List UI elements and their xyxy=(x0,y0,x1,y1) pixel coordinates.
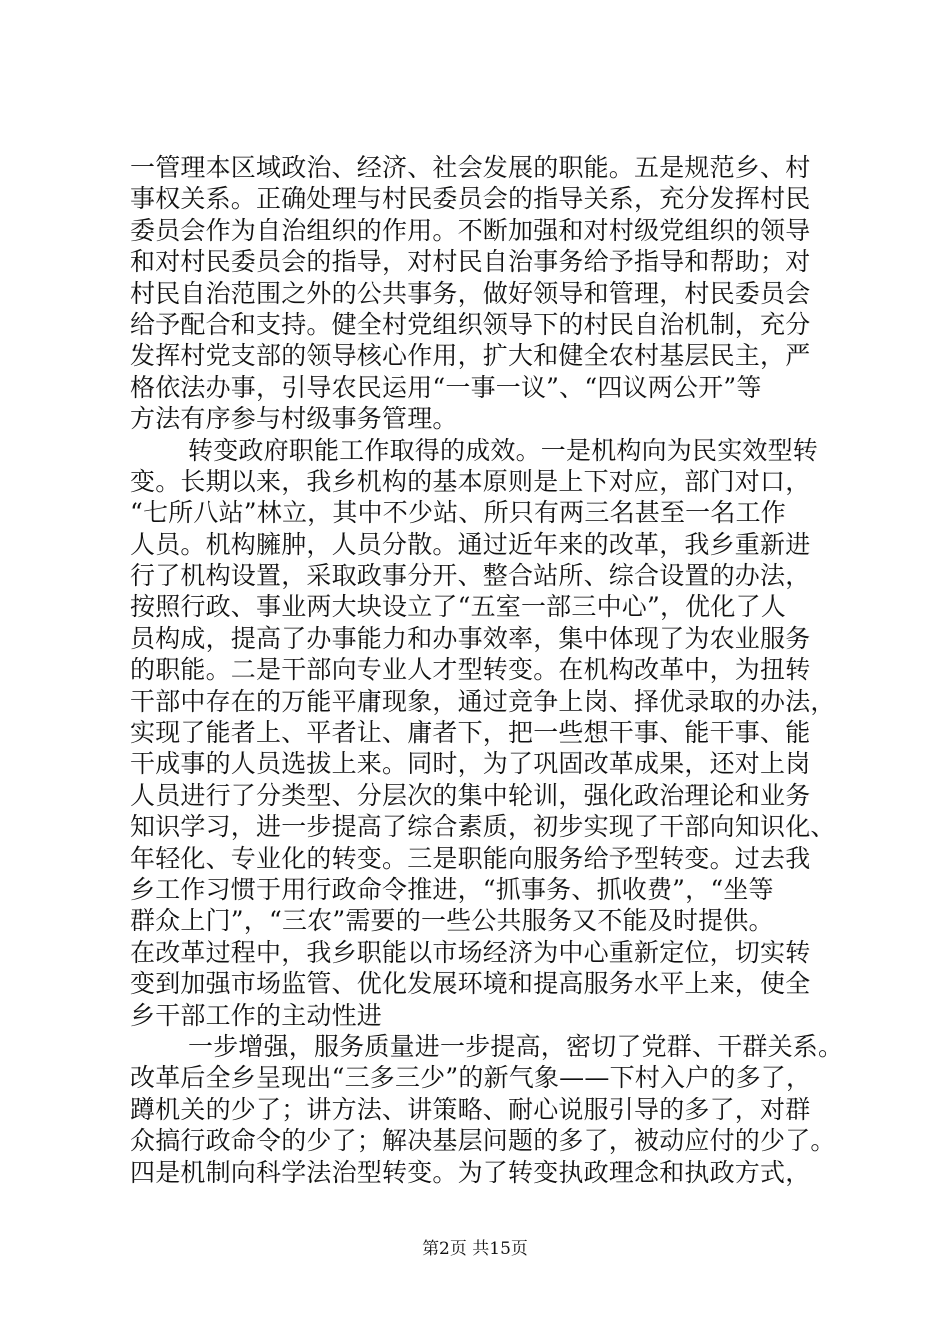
text-line: 转变政府职能工作取得的成效。一是机构向为民实效型转 xyxy=(188,435,819,465)
text-line: 一管理本区域政治、经济、社会发展的职能。五是规范乡、村 xyxy=(130,153,811,182)
text-line: 改革后全乡呈现出“三多三少”的新气象——下村入户的多了， xyxy=(130,1063,812,1093)
text-line: 四是机制向科学法治型转变。为了转变执政理念和执政方式， xyxy=(130,1157,811,1187)
text-line: 实现了能者上、平者让、庸者下，把一些想干事、能干事、能 xyxy=(130,718,811,748)
text-line: 在改革过程中，我乡职能以市场经济为中心重新定位，切实转 xyxy=(130,937,811,967)
text-line: 变到加强市场监管、优化发展环境和提高服务水平上来，使全 xyxy=(130,969,811,999)
text-line: 和对村民委员会的指导，对村民自治事务给予指导和帮助；对 xyxy=(130,247,811,277)
page-number-footer: 第2页 共15页 xyxy=(422,1239,528,1259)
text-line: 人员进行了分类型、分层次的集中轮训，强化政治理论和业务 xyxy=(130,780,811,810)
text-line: 人员。机构臃肿，人员分散。通过近年来的改革，我乡重新进 xyxy=(130,529,811,559)
text-line: 年轻化、专业化的转变。三是职能向服务给予型转变。过去我 xyxy=(130,843,811,873)
document-body xyxy=(130,152,850,1188)
text-line: 变。长期以来，我乡机构的基本原则是上下对应，部门对口， xyxy=(130,466,811,496)
text-line: 干成事的人员选拔上来。同时，为了巩固改革成果，还对上岗 xyxy=(130,749,811,779)
text-line: 行了机构设置，采取政事分开、整合站所、综合设置的办法， xyxy=(130,561,811,591)
text-line: 委员会作为自治组织的作用。不断加强和对村级党组织的领导 xyxy=(130,215,811,245)
text-line: 乡工作习惯于用行政命令推进，“抓事务、抓收费”，“坐等 xyxy=(130,874,774,904)
paragraph xyxy=(130,152,850,435)
text-line: 员构成，提高了办事能力和办事效率，集中体现了为农业服务 xyxy=(130,623,811,653)
text-line: 知识学习，进一步提高了综合素质，初步实现了干部向知识化、 xyxy=(130,812,836,842)
text-line: “七所八站”林立，其中不少站、所只有两三名甚至一名工作 xyxy=(130,498,786,528)
text-line: 按照行政、事业两大块设立了“五室一部三中心”，优化了人 xyxy=(130,592,786,622)
paragraph xyxy=(130,1031,850,1188)
text-line: 给予配合和支持。健全村党组织领导下的村民自治机制，充分 xyxy=(130,309,811,339)
text-line: 事权关系。正确处理与村民委员会的指导关系，充分发挥村民 xyxy=(130,184,811,214)
text-line: 一步增强，服务质量进一步提高，密切了党群、干群关系。 xyxy=(188,1031,844,1061)
text-line: 干部中存在的万能平庸现象，通过竞争上岗、择优录取的办法， xyxy=(130,686,836,716)
text-line: 群众上门”，“三农”需要的一些公共服务又不能及时提供。 xyxy=(130,906,774,936)
text-line: 格依法办事，引导农民运用“一事一议”、“四议两公开”等 xyxy=(130,372,762,402)
text-line: 众搞行政命令的少了；解决基层问题的多了，被动应付的少了。 xyxy=(130,1126,836,1156)
text-line: 蹲机关的少了；讲方法、讲策略、耐心说服引导的多了，对群 xyxy=(130,1094,811,1124)
text-line: 的职能。二是干部向专业人才型转变。在机构改革中，为扭转 xyxy=(130,655,811,685)
text-line: 村民自治范围之外的公共事务，做好领导和管理，村民委员会 xyxy=(130,278,811,308)
text-line: 乡干部工作的主动性进 xyxy=(130,1000,383,1030)
text-line: 发挥村党支部的领导核心作用，扩大和健全农村基层民主，严 xyxy=(130,341,811,371)
paragraph xyxy=(130,435,850,1031)
text-line: 方法有序参与村级事务管理。 xyxy=(130,404,458,434)
